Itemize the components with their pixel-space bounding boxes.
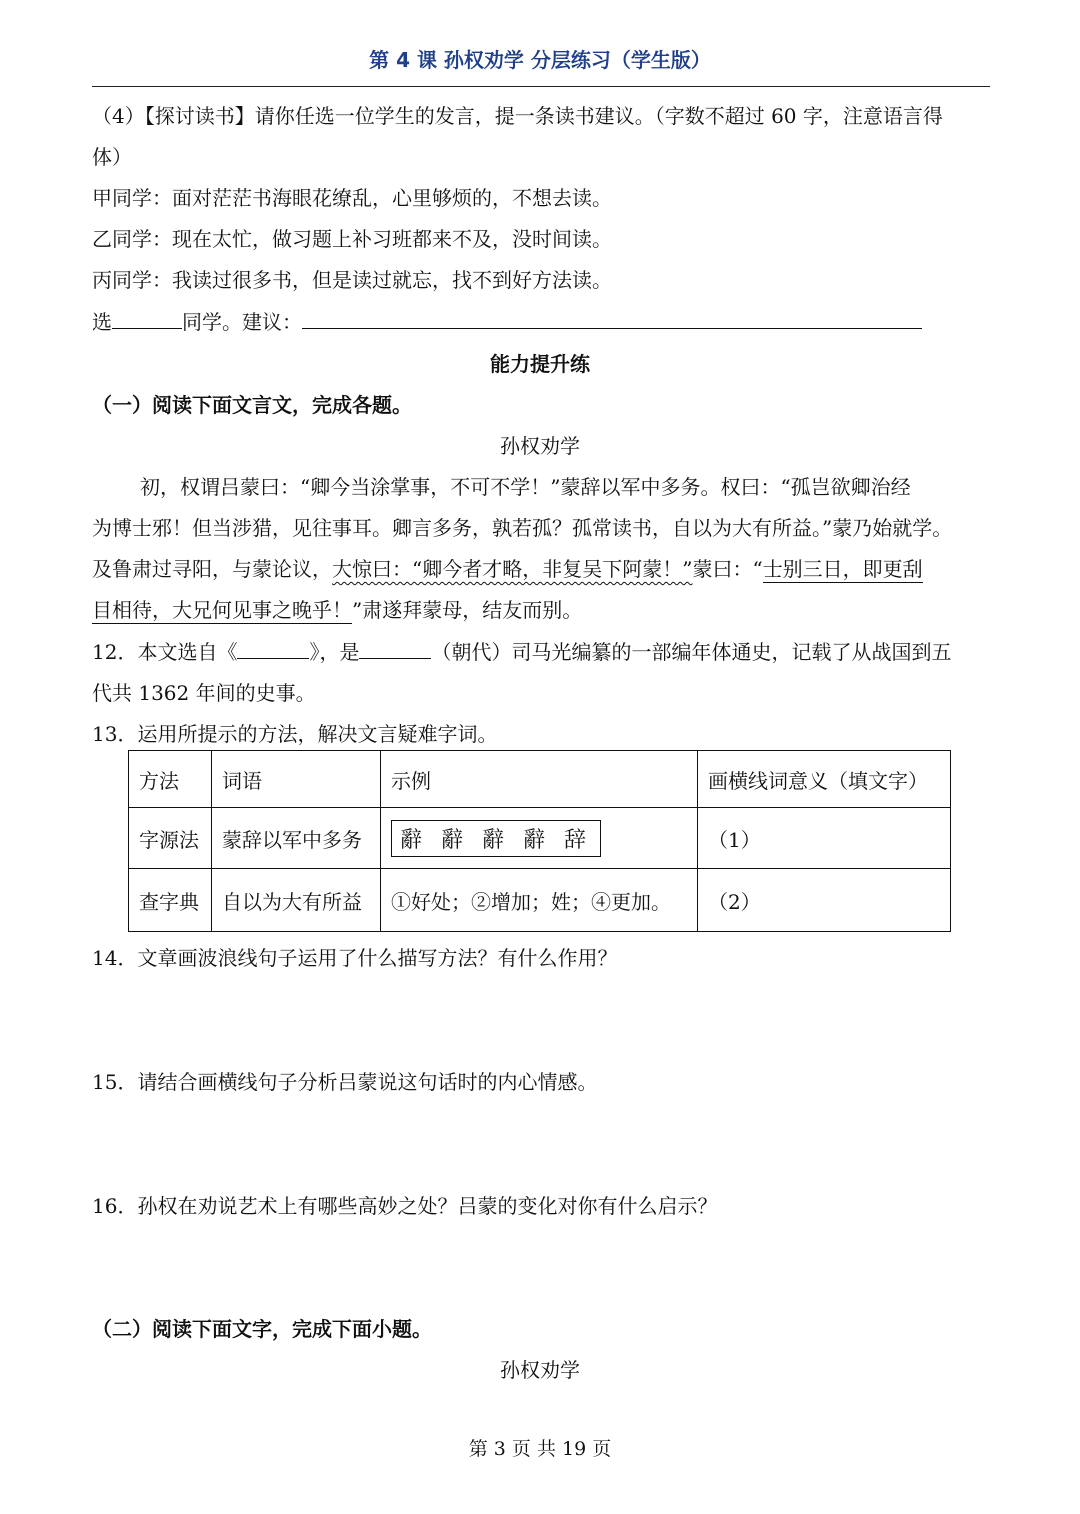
part1-title: （一）阅读下面文言文，完成各题。 xyxy=(92,393,412,417)
student-a-text: 甲同学：面对茫茫书海眼花缭乱，心里够烦的，不想去读。 xyxy=(92,186,612,210)
table-cell-method: 字源法 xyxy=(129,808,212,869)
suggestion-blank[interactable] xyxy=(302,310,922,329)
question-15: 15．请结合画横线句子分析吕蒙说这句话时的内心情感。 xyxy=(92,1070,598,1094)
passage-line-1: 初，权谓吕蒙曰：“卿今当涂掌事，不可不学！”蒙辞以军中多务。权曰：“孤岂欲卿治经 xyxy=(140,475,911,499)
part2-title: （二）阅读下面文字，完成下面小题。 xyxy=(92,1317,432,1341)
q12-text: 》，是 xyxy=(309,640,360,664)
answer-prefix: 选 xyxy=(92,310,112,334)
header-divider xyxy=(92,86,990,87)
passage-title: 孙权劝学 xyxy=(500,434,580,458)
question-16: 16．孙权在劝说艺术上有哪些高妙之处？吕蒙的变化对你有什么启示？ xyxy=(92,1194,718,1218)
question-12-line2: 代共 1362 年间的史事。 xyxy=(92,681,316,705)
table-cell-example: ①好处；②增加；姓；④更加。 xyxy=(381,869,698,932)
passage-text: 及鲁肃过寻阳，与蒙论议， xyxy=(92,557,332,581)
table-header-row xyxy=(129,751,951,808)
table-cell-word: 自以为大有所益 xyxy=(212,869,381,932)
question-13: 13．运用所提示的方法，解决文言疑难字词。 xyxy=(92,722,498,746)
section-heading: 能力提升练 xyxy=(490,352,590,376)
table-cell-word: 蒙辞以军中多务 xyxy=(212,808,381,869)
table-row xyxy=(129,808,951,869)
q12-text: 12．本文选自《 xyxy=(92,640,238,664)
question-14: 14．文章画波浪线句子运用了什么描写方法？有什么作用？ xyxy=(92,946,618,970)
passage-text: ”肃遂拜蒙母，结友而别。 xyxy=(352,598,583,622)
page-title: 第 4 课 孙权劝学 分层练习（学生版） xyxy=(369,48,711,72)
table-header-cell: 画横线词意义（填文字） xyxy=(698,751,951,808)
table-header-cell: 方法 xyxy=(129,751,212,808)
q12-text: （朝代）司马光编纂的一部编年体通史，记载了从战国到五 xyxy=(431,640,952,664)
q4-answer-line xyxy=(92,306,922,335)
underlined-sentence: 士别三日，即更刮 xyxy=(762,557,923,581)
q4-prompt-line1: （4）【探讨读书】请你任选一位学生的发言，提一条读书建议。（字数不超过 60 字，注意语言得 xyxy=(92,104,943,128)
page-number: 第 3 页 共 19 页 xyxy=(468,1438,612,1460)
part2-passage-title: 孙权劝学 xyxy=(500,1358,580,1382)
passage-line-2: 为博士邪！但当涉猎，见往事耳。卿言多务，孰若孤？孤常读书，自以为大有所益。”蒙乃始就学。 xyxy=(92,516,953,540)
passage-line-3 xyxy=(92,553,923,582)
table-row xyxy=(129,869,951,932)
table-cell-example xyxy=(381,808,698,869)
table-cell-method: 查字典 xyxy=(129,869,212,932)
underlined-sentence-cont: 目相待，大兄何见事之晚乎！ xyxy=(92,598,352,622)
table-header-cell: 示例 xyxy=(381,751,698,808)
answer-mid: 同学。建议： xyxy=(182,310,302,334)
student-b-text: 乙同学：现在太忙，做习题上补习班都来不及，没时间读。 xyxy=(92,227,612,251)
passage-line-4 xyxy=(92,594,582,623)
table-cell-answer[interactable]: （1） xyxy=(698,808,951,869)
passage-text: 蒙曰：“ xyxy=(692,557,763,581)
question-12 xyxy=(92,636,951,665)
dynasty-blank[interactable] xyxy=(359,640,431,659)
student-choice-blank[interactable] xyxy=(112,310,182,329)
q4-prompt-line2: 体） xyxy=(92,145,132,169)
glyph-evolution-image: 辭 辭 辭 辭 辞 xyxy=(391,820,601,857)
table-cell-answer[interactable]: （2） xyxy=(698,869,951,932)
table-header-cell: 词语 xyxy=(212,751,381,808)
method-table xyxy=(128,750,951,932)
book-title-blank[interactable] xyxy=(237,640,309,659)
wavy-underlined-sentence: 大惊曰：“卿今者才略，非复吴下阿蒙！” xyxy=(332,557,693,581)
student-c-text: 丙同学：我读过很多书，但是读过就忘，找不到好方法读。 xyxy=(92,268,612,292)
